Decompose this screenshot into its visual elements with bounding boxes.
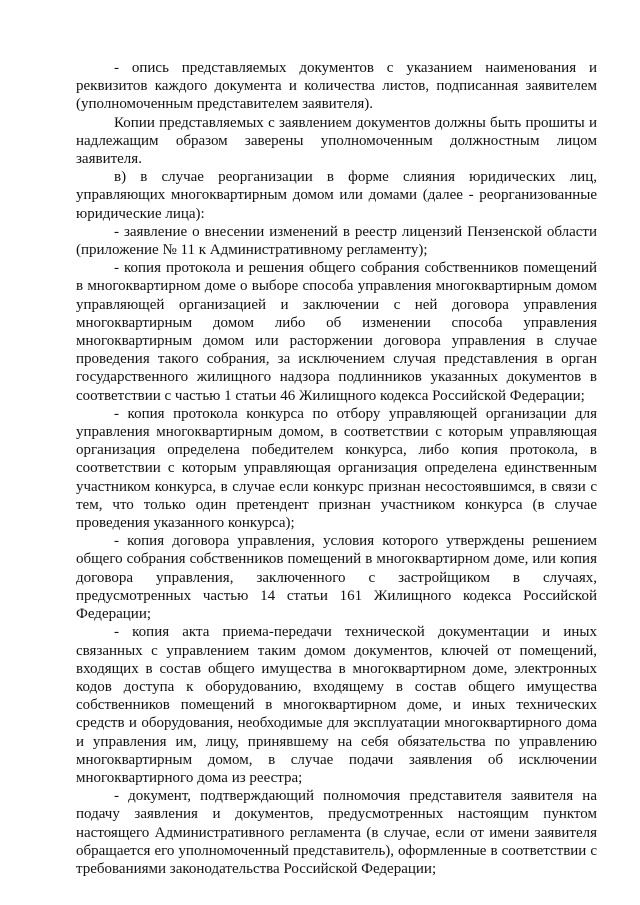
paragraph-documents-list: - опись представляемых документов с указанием наименования и реквизитов каждого документа и количества листов, подписанная заявителем (уполномоченным представителем заявителя).: [76, 60, 597, 113]
document-page: [76, 59, 597, 878]
paragraph-management-contract-copy: - копия договора управления, условия которого утверждены решением общего собрания собственников помещений в многоквартирном доме, или копия договора управления, заключенного с застройщиком в случаях, предусмотренных частью 14 статьи 161 Жилищного кодекса Российской Федерации;: [76, 533, 597, 623]
paragraph-reorganization-case: в) в случае реорганизации в форме слияния юридических лиц, управляющих многоквартирным домом или домами (далее - реорганизованные юридические лица):: [76, 169, 597, 222]
paragraph-representative-authority: - документ, подтверждающий полномочия представителя заявителя на подачу заявления и документов, предусмотренных настоящим пунктом настоящего Административного регламента (в случае, если от имени заявителя обращается его уполномоченный представитель), оформленные в соответствии с требованиями законодательства Российской Федерации;: [76, 788, 597, 877]
paragraph-license-registry-application: - заявление о внесении изменений в реестр лицензий Пензенской области (приложение № 11 к Административному регламенту);: [76, 223, 597, 259]
paragraph-handover-act-copy: - копия акта приема-передачи технической документации и иных связанных с управлением таким домом документов, ключей от помещений, входящих в состав общего имущества в многоквартирном доме, электронных кодов доступа к оборудованию, входящему в состав общего имущества собственников помещений в многоквартирном доме, и иных технических средств и оборудования, необходимые для эксплуатации многоквартирного дома и управления им, лицу, принявшему на себя обязательства по управлению многоквартирным домом, в случае подачи заявления об исключении многоквартирного дома из реестра;: [76, 624, 597, 786]
paragraph-meeting-protocol-copy: - копия протокола и решения общего собрания собственников помещений в многоквартирном доме о выборе способа управления многоквартирным домом управляющей организацией и заключении с ней договора управления многоквартирным домом либо об изменении способа управления многоквартирным домом или расторжении договора управления в случае проведения такого собрания, за исключением случая представления в орган государственного жилищного надзора подлинников указанных документов в соответствии с частью 1 статьи 46 Жилищного кодекса Российской Федерации;: [76, 260, 597, 404]
paragraph-tender-protocol-copy: - копия протокола конкурса по отбору управляющей организации для управления многоквартирным домом, в соответствии с которым управляющая организация определена победителем конкурса, либо копия протокола, в соответствии с которым управляющая организация определена единственным участником конкурса, в случае если конкурс признан несостоявшимся, в связи с тем, что только один претендент признан участником конкурса (в случае проведения указанного конкурса);: [76, 405, 597, 532]
paragraph-copies-certification: Копии представляемых с заявлением документов должны быть прошиты и надлежащим образом заверены уполномоченным должностным лицом заявителя.: [76, 114, 597, 168]
